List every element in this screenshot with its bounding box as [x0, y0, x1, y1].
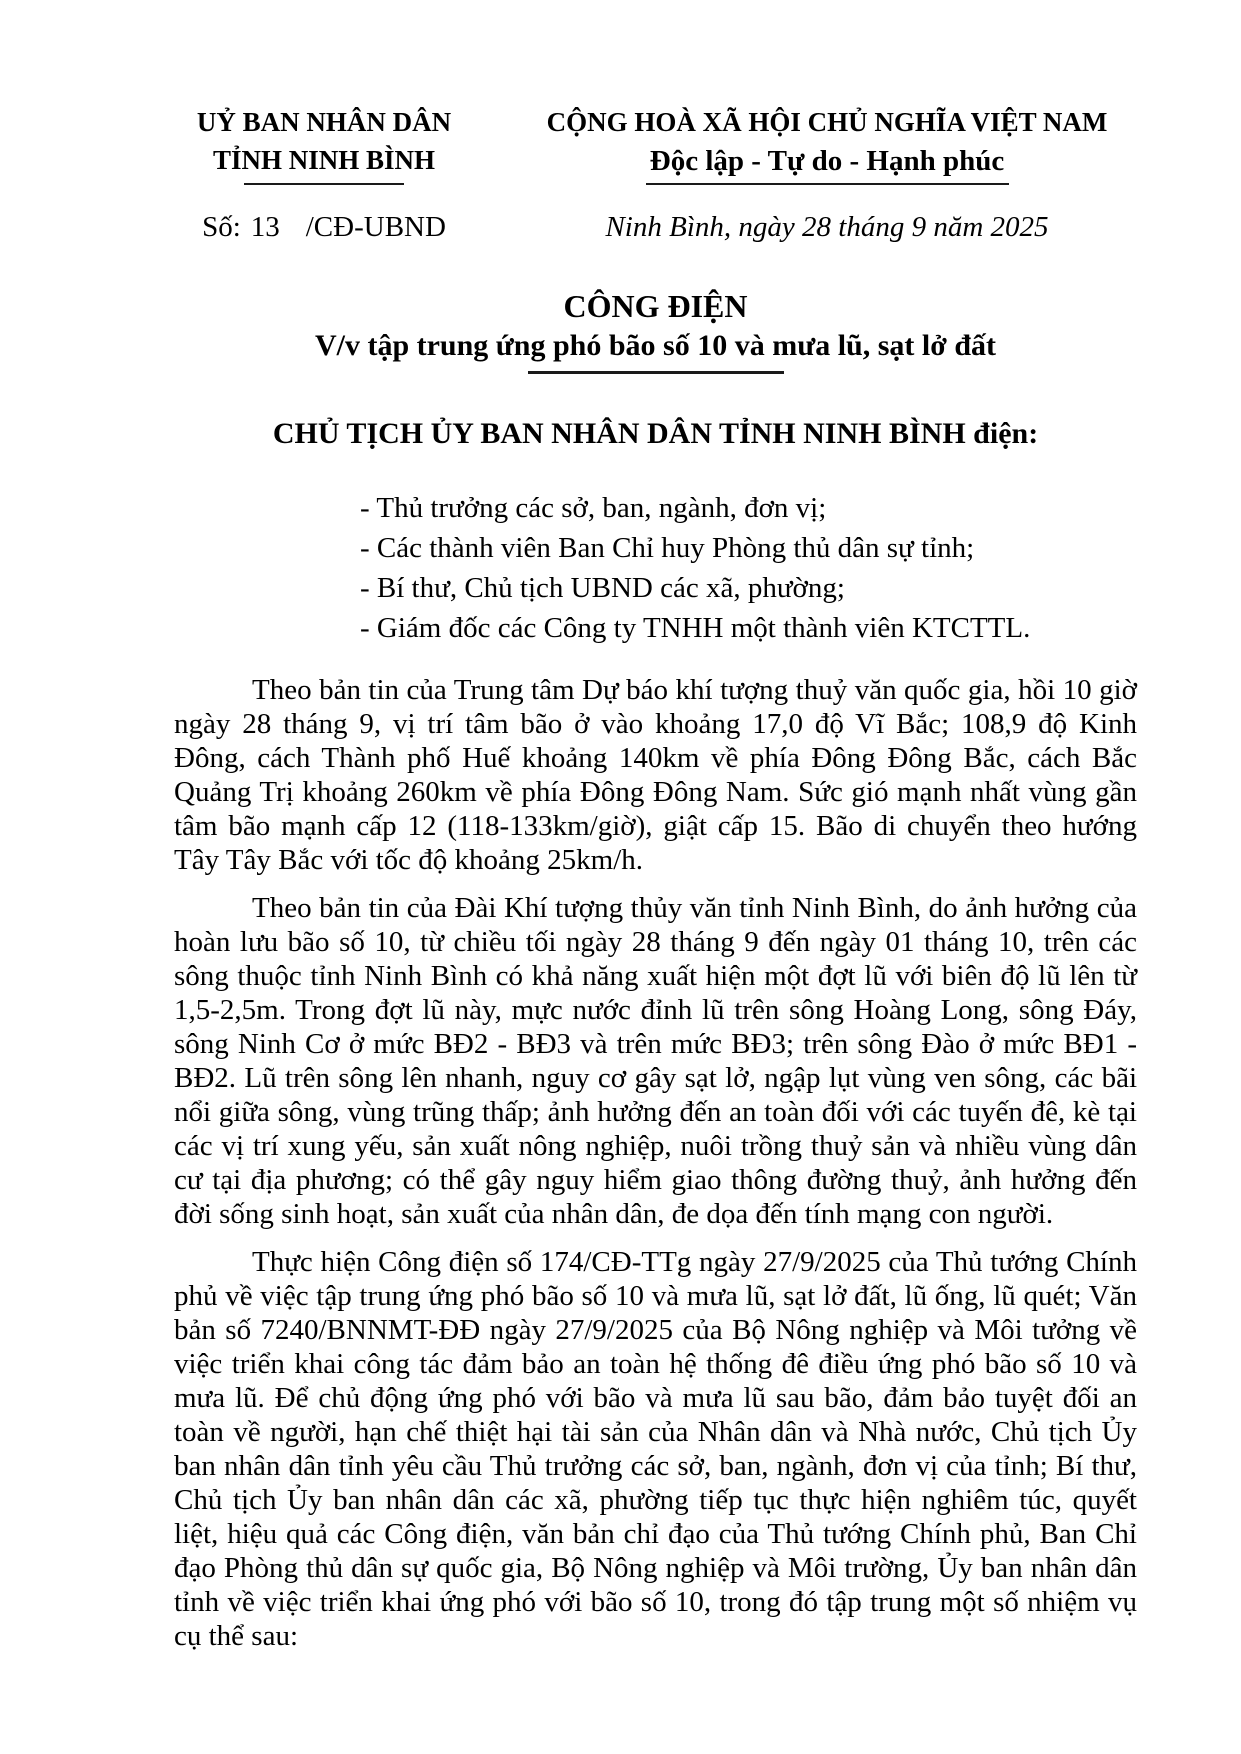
document-number	[174, 211, 474, 244]
document-subject: V/v tập trung ứng phó bão số 10 và mưa lũ, sạt lở đất	[314, 329, 997, 362]
national-header-block	[517, 103, 1137, 244]
issuing-authority-block	[174, 103, 474, 244]
motto-underline	[646, 183, 1009, 185]
document-body	[174, 673, 1137, 1653]
national-title: CỘNG HOÀ XÃ HỘI CHỦ NGHĨA VIỆT NAM	[546, 107, 1108, 137]
body-paragraph: Thực hiện Công điện số 174/CĐ-TTg ngày 27/9/2025 của Thủ tướng Chính phủ về việc tập trung ứng phó bão số 10 và mưa lũ, sạt lở đất, lũ ống, lũ quét; Văn bản số 7240/BNNMT-ĐĐ ngày 27/9/2025 của Bộ Nông nghiệp và Môi tưởng về việc triển khai công tác đảm bảo an toàn hệ thống đê điều ứng phó bão số 10 và mưa lũ. Để chủ động ứng phó với bão và mưa lũ sau bão, đảm bảo tuyệt đối an toàn về người, hạn chế thiệt hại tài sản của Nhân dân và Nhà nước, Chủ tịch Ủy ban nhân dân tỉnh yêu cầu Thủ trưởng các sở, ban, ngành, đơn vị của tỉnh; Bí thư, Chủ tịch Ủy ban nhân dân các xã, phường tiếp tục thực hiện nghiêm túc, quyết liệt, hiệu quả các Công điện, văn bản chỉ đạo của Thủ tướng Chính phủ, Ban Chỉ đạo Phòng thủ dân sự quốc gia, Bộ Nông nghiệp và Môi trường, Ủy ban nhân dân tỉnh về việc triển khai ứng phó với bão số 10, trong đó tập trung một số nhiệm vụ cụ thể sau:	[174, 1246, 1137, 1652]
issuing-authority-province: TỈNH NINH BÌNH	[212, 145, 436, 175]
recipient-item: - Thủ trưởng các sở, ban, ngành, đơn vị;	[360, 492, 827, 524]
document-number-code: /CĐ-UBND	[305, 211, 446, 243]
document-title: CÔNG ĐIỆN	[563, 288, 748, 324]
document-number-value: 13	[250, 211, 280, 243]
body-paragraph: Theo bản tin của Đài Khí tượng thủy văn tỉnh Ninh Bình, do ảnh hưởng của hoàn lưu bão số 10, từ chiều tối ngày 28 tháng 9 đến ngày 01 tháng 10, trên các sông thuộc tỉnh Ninh Bình có khả năng xuất hiện một đợt lũ với biên độ lũ lên từ 1,5-2,5m. Trong đợt lũ này, mực nước đỉnh lũ trên sông Hoàng Long, sông Đáy, sông Ninh Cơ ở mức BĐ2 - BĐ3 và trên mức BĐ3; trên sông Đào ở mức BĐ1 - BĐ2. Lũ trên sông lên nhanh, nguy cơ gây sạt lở, ngập lụt vùng ven sông, các bãi nổi giữa sông, vùng trũng thấp; ảnh hưởng đến an toàn đối với các tuyến đê, kè tại các vị trí xung yếu, sản xuất nông nghiệp, nuôi trồng thuỷ sản và nhiều vùng dân cư tại địa phương; có thể gây nguy hiểm giao thông đường thuỷ, ảnh hưởng đến đời sống sinh hoạt, sản xuất của nhân dân, đe dọa đến tính mạng con người.	[174, 892, 1137, 1230]
recipient-list	[360, 488, 1137, 648]
recipient-item: - Các thành viên Ban Chỉ huy Phòng thủ dân sự tỉnh;	[360, 532, 975, 564]
recipient-item: - Giám đốc các Công ty TNHH một thành viên KTCTTL.	[360, 612, 1031, 644]
subject-underline	[528, 371, 784, 374]
salutation: CHỦ TỊCH ỦY BAN NHÂN DÂN TỈNH NINH BÌNH điện:	[272, 417, 1039, 450]
place-date-line: Ninh Bình, ngày 28 tháng 9 năm 2025	[605, 211, 1049, 243]
recipient-item: - Bí thư, Chủ tịch UBND các xã, phường;	[360, 572, 845, 604]
body-paragraph: Theo bản tin của Trung tâm Dự báo khí tượng thuỷ văn quốc gia, hồi 10 giờ ngày 28 tháng 9, vị trí tâm bão ở vào khoảng 17,0 độ Vĩ Bắc; 108,9 độ Kinh Đông, cách Thành phố Huế khoảng 140km về phía Đông Đông Bắc, cách Bắc Quảng Trị khoảng 260km về phía Đông Đông Nam. Sức gió mạnh nhất vùng gần tâm bão mạnh cấp 12 (118-133km/giờ), giật cấp 15. Bão di chuyển theo hướng Tây Tây Bắc với tốc độ khoảng 25km/h.	[174, 674, 1137, 876]
issuer-underline	[244, 183, 404, 185]
document-header	[174, 103, 1137, 244]
national-motto: Độc lập - Tự do - Hạnh phúc	[649, 145, 1005, 177]
issuing-authority-name: UỶ BAN NHÂN DÂN	[196, 107, 452, 137]
title-block	[174, 288, 1137, 374]
document-number-label: Số:	[202, 211, 241, 243]
